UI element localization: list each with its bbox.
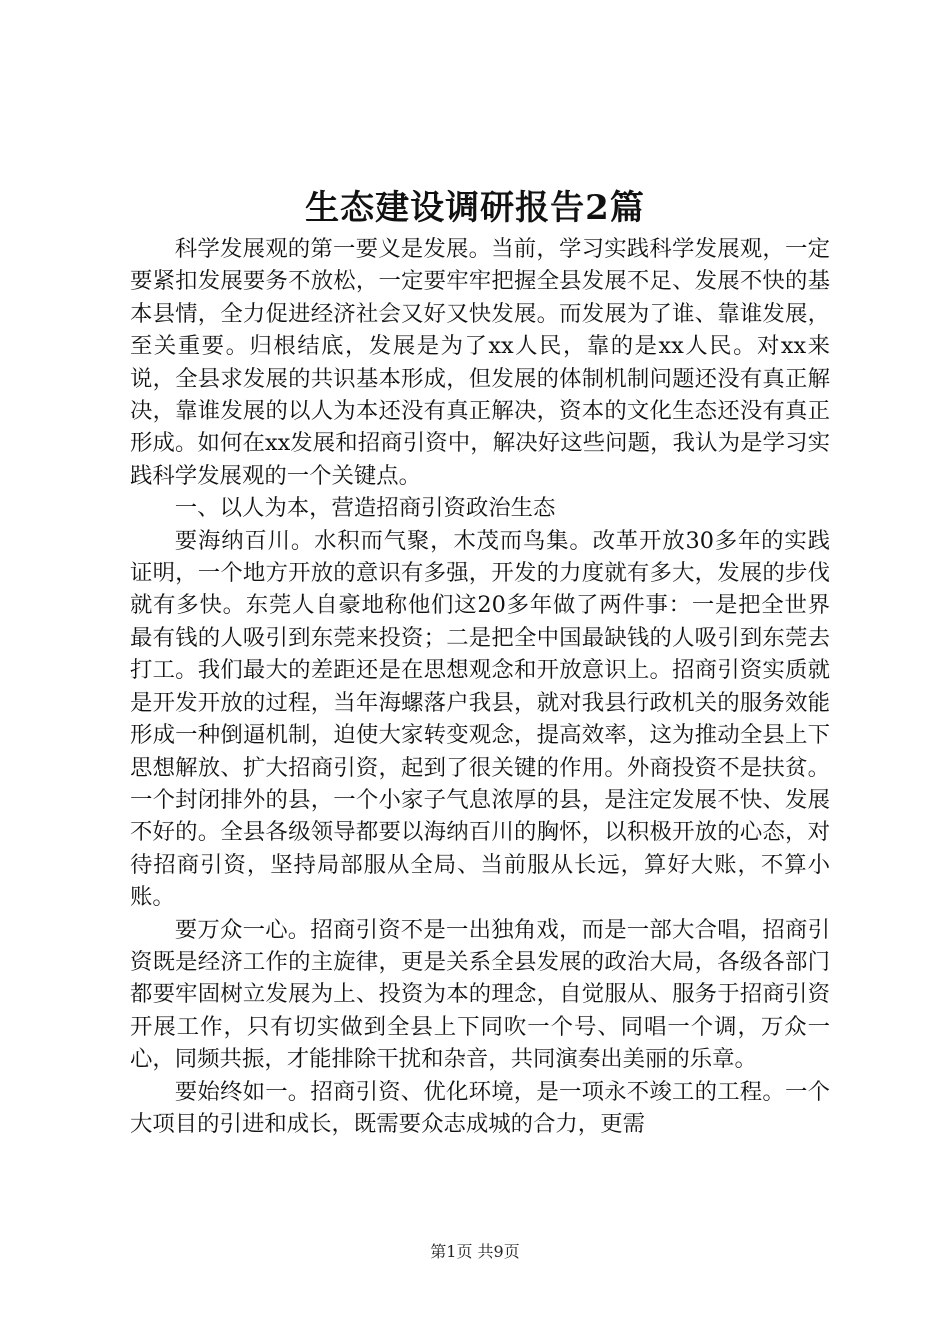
document-title: 生态建设调研报告2篇 <box>305 188 645 228</box>
paragraph-hainabaichuan: 要海纳百川。水积而气聚，木茂而鸟集。改革开放30多年的实践证明，一个地方开放的意识有多强，开发的力度就有多大，发展的步伐就有多快。东莞人自豪地称他们这20多年做了两件事：一是把全世界最有钱的人吸引到东莞来投资；二是把全中国最缺钱的人吸引到东莞去打工。我们最大的差距还是在思想观念和开放意识上。招商引资实质就是开发开放的过程，当年海螺落户我县，就对我县行政机关的服务效能形成一种倒逼机制，迫使大家转变观念，提高效率，这为推动全县上下思想解放、扩大招商引资，起到了很关键的作用。外商投资不是扶贫。一个封闭排外的县，一个小家子气息浓厚的县，是注定发展不快、发展不好的。全县各级领导都要以海纳百川的胸怀，以积极开放的心态，对待招商引资，坚持局部服从全局、当前服从长远，算好大账，不算小账。 <box>130 527 830 911</box>
section-heading-1: 一、以人为本，营造招商引资政治生态 <box>174 495 556 522</box>
paragraph-shizhongruyi: 要始终如一。招商引资、优化环境，是一项永不竣工的工程。一个大项目的引进和成长，既需要众志成城的合力，更需 <box>130 1078 830 1137</box>
page-footer: 第1页 共9页 <box>430 1242 520 1261</box>
document-body <box>130 233 830 1140</box>
paragraph-wanzhongyixin: 要万众一心。招商引资不是一出独角戏，而是一部大合唱，招商引资既是经济工作的主旋律，更是关系全县发展的政治大局，各级各部门都要牢固树立发展为上、投资为本的理念，自觉服从、服务于招商引资开展工作，只有切实做到全县上下同吹一个号、同唱一个调，万众一心，同频共振，才能排除干扰和杂音，共同演奏出美丽的乐章。 <box>130 916 830 1073</box>
paragraph-intro: 科学发展观的第一要义是发展。当前，学习实践科学发展观，一定要紧扣发展要务不放松，一定要牢牢把握全县发展不足、发展不快的基本县情，全力促进经济社会又好又快发展。而发展为了谁、靠谁发展，至关重要。归根结底，发展是为了xx人民，靠的是xx人民。对xx来说，全县求发展的共识基本形成，但发展的体制机制问题还没有真正解决，靠谁发展的以人为本还没有真正解决，资本的文化生态还没有真正形成。如何在xx发展和招商引资中，解决好这些问题，我认为是学习实践科学发展观的一个关键点。 <box>130 236 830 489</box>
